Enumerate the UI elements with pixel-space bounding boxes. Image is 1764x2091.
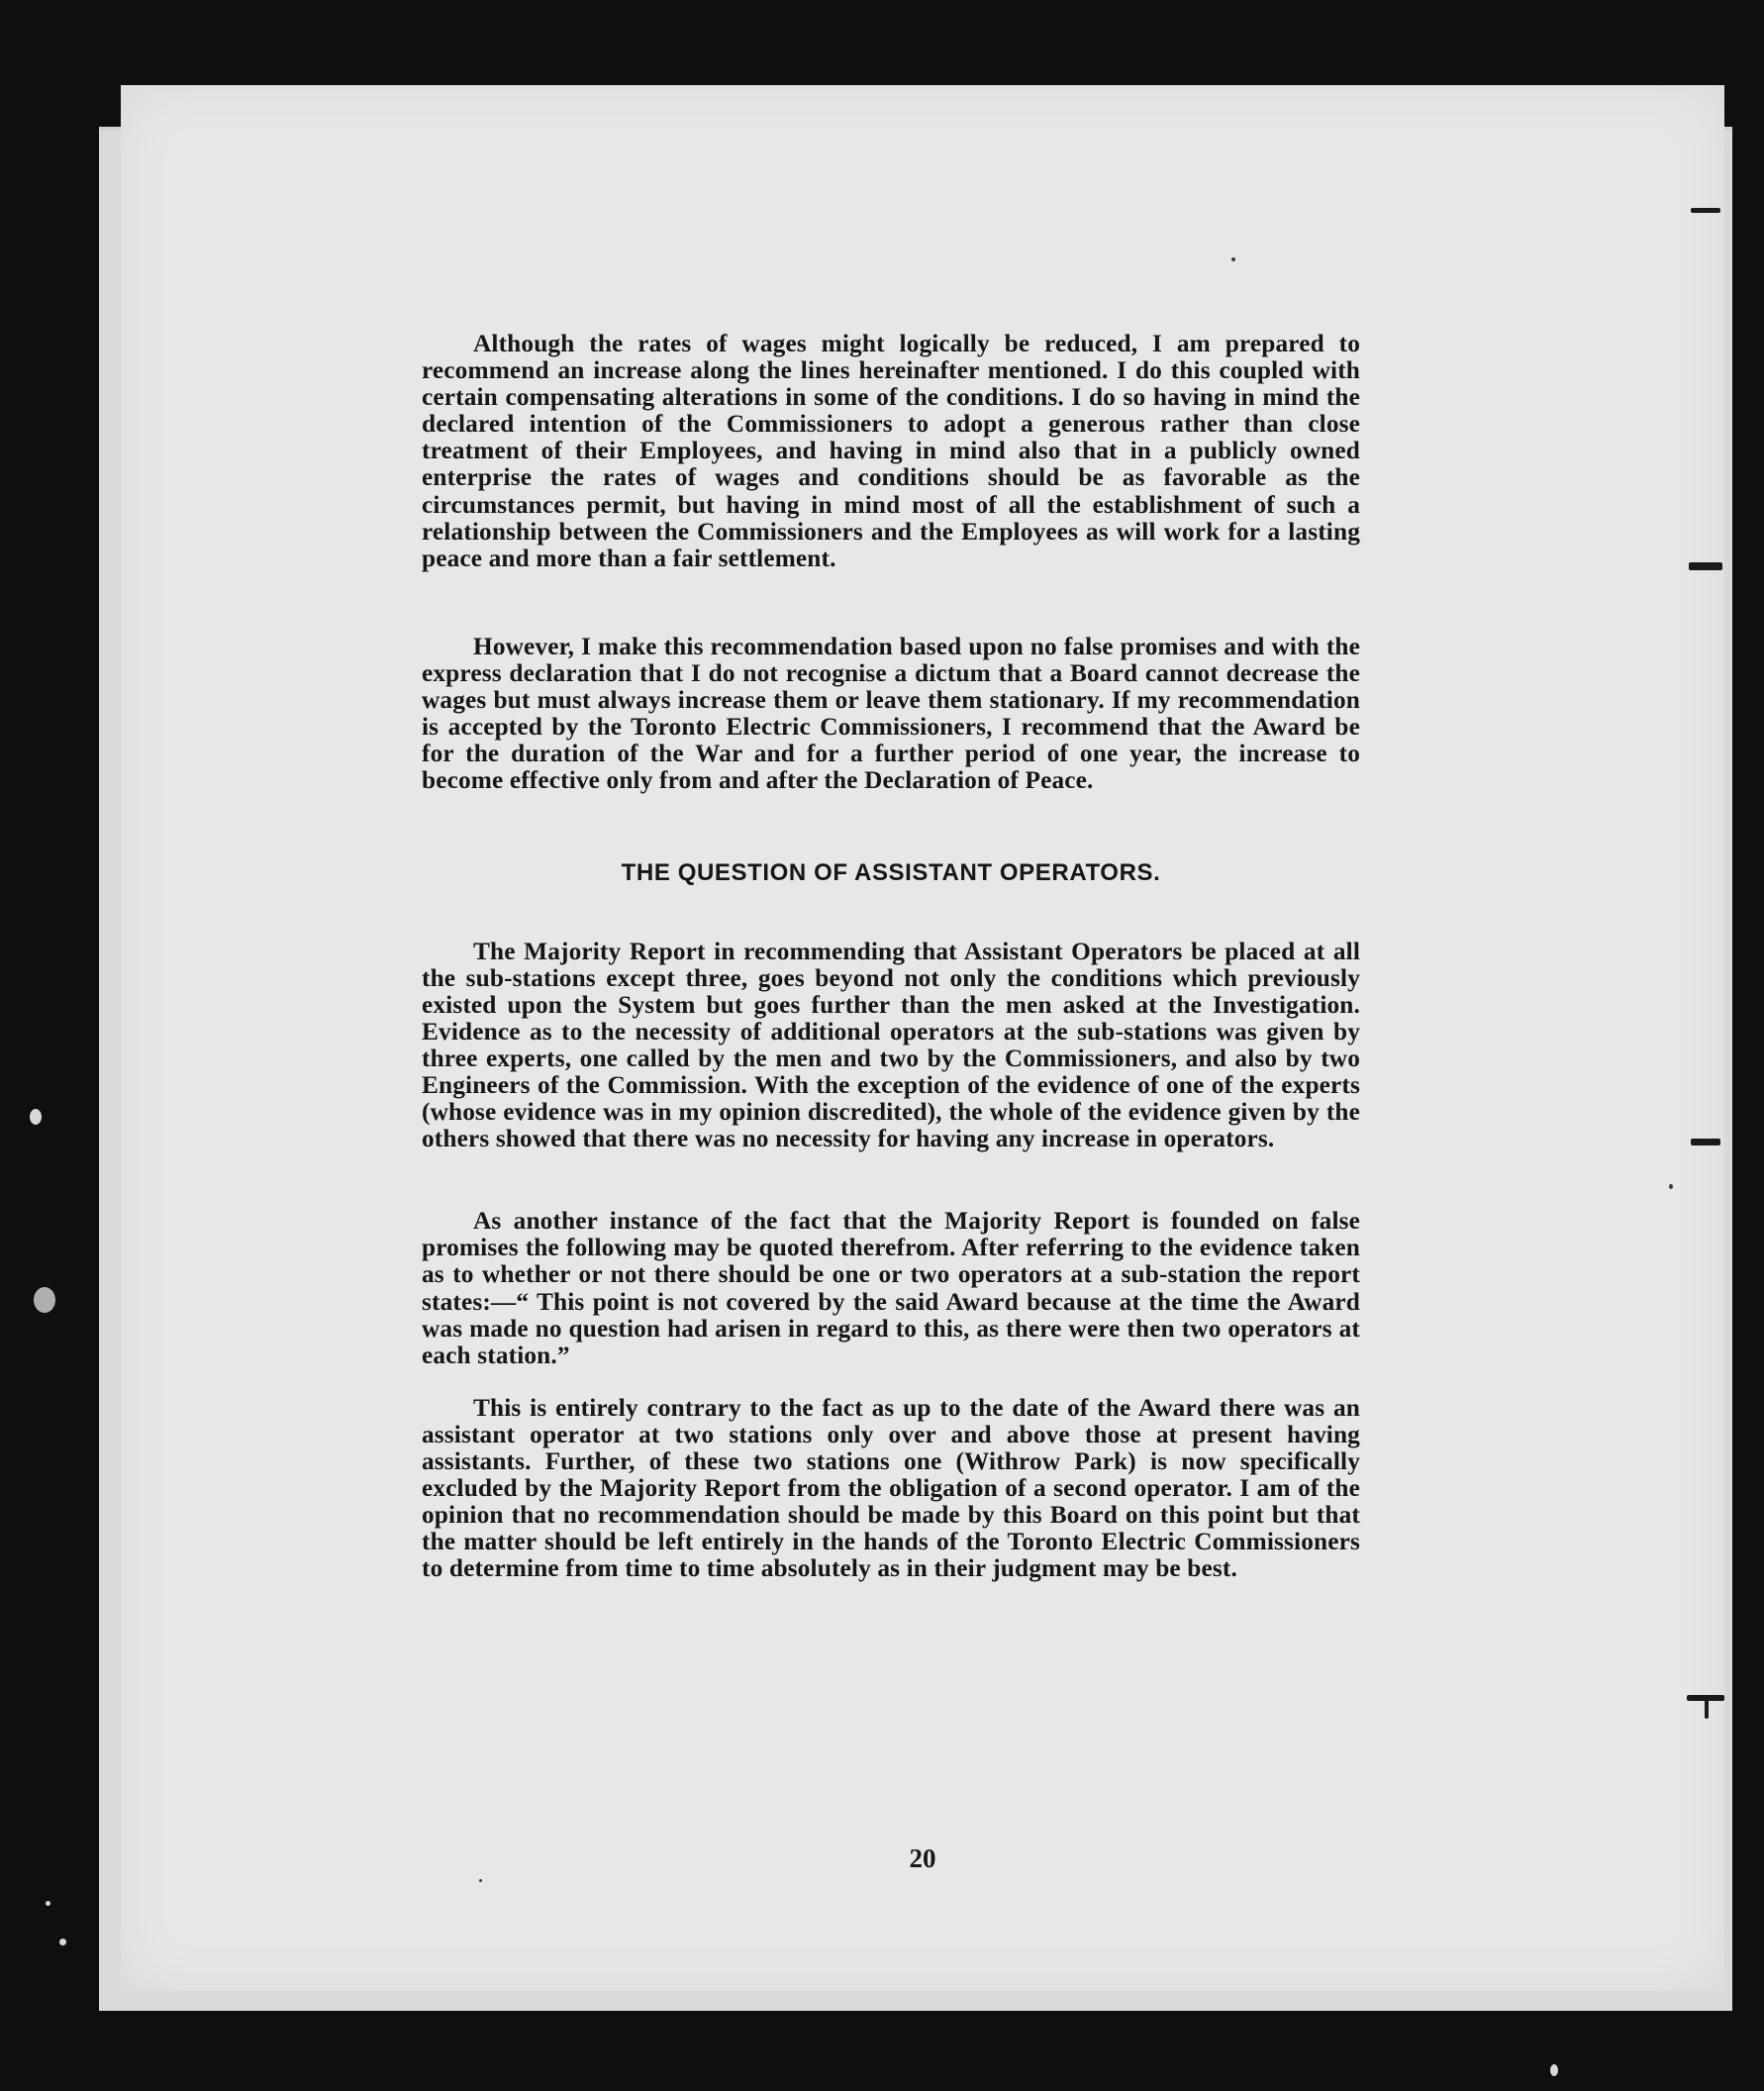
dust-speck [34, 1287, 55, 1313]
scan-mark-2 [1689, 562, 1722, 570]
dust-speck [479, 1879, 482, 1882]
scan-mark-4-stem [1705, 1699, 1709, 1719]
dust-speck [59, 1939, 66, 1945]
scan-mark-1 [1691, 208, 1720, 213]
section-heading: THE QUESTION OF ASSISTANT OPERATORS. [621, 859, 1161, 887]
scanned-page [121, 85, 1724, 1991]
dust-speck [1550, 2064, 1558, 2076]
paragraph-majority-report: The Majority Report in recommending that Assistant Operators be placed at all the sub-stations except three, goes beyond not only the conditions which previously existed upon the System but goes further than the men asked at the Investigation. Evidence as to the necessity of additional operators at the sub-stations was given by three experts, one called by the men and two by the Commissioners, and also by two Engineers of the Commission. With the exception of the evidence of one of the experts (whose evidence was in my opinion discredited), the whole of the evidence given by the others showed that there was no necessity for having any increase in operators. [422, 937, 1360, 1153]
paragraph-award-duration: However, I make this recommendation based upon no false promises and with the express declaration that I do not recognise a dictum that a Board cannot decrease the wages but must always increase them or leave them stationary. If my recommendation is accepted by the Toronto Electric Commissioners, I recommend that the Award be for the duration of the War and for a further period of one year, the increase to become effective only from and after the Declaration of Peace. [422, 632, 1360, 795]
dust-speck [1231, 257, 1235, 261]
paragraph-false-promises: As another instance of the fact that the Majority Report is founded on false promises the following may be quoted therefrom. After referring to the evidence taken as to whether or not there should be one or two operators at a sub-station the report states:—“ This point is not covered by the said Award because at the time the Award was made no question had arisen in regard to this, as there were then two operators at each station.” [422, 1207, 1360, 1369]
paragraph-contrary-fact: This is entirely contrary to the fact as up to the date of the Award there was an assistant operator at two stations only over and above those at present having assistants. Further, of these two stations one (Withrow Park) is now specifically excluded by the Majority Report from the obligation of a second operator. I am of the opinion that no recommendation should be made by this Board on this point but that the matter should be left entirely in the hands of the Toronto Electric Commissioners to determine from time to time absolutely as in their judgment may be best. [422, 1393, 1360, 1583]
dust-speck [1669, 1184, 1673, 1189]
scan-mark-3 [1691, 1139, 1720, 1145]
page-number: 20 [909, 1843, 936, 1873]
dust-speck [46, 1901, 50, 1906]
body-text [422, 331, 1360, 1582]
dust-speck [30, 1109, 42, 1125]
paragraph-wages-recommendation: Although the rates of wages might logically be reduced, I am prepared to recommend an increase along the lines hereinafter mentioned. I do this coupled with certain compensating alterations in some of the conditions. I do so having in mind the declared intention of the Commissioners to adopt a generous rather than close treatment of their Employees, and having in mind also that in a publicly owned enterprise the rates of wages and conditions should be as favorable as the circumstances permit, but having in mind most of all the establishment of such a relationship between the Commissioners and the Employees as will work for a lasting peace and more than a fair settlement. [422, 330, 1360, 572]
